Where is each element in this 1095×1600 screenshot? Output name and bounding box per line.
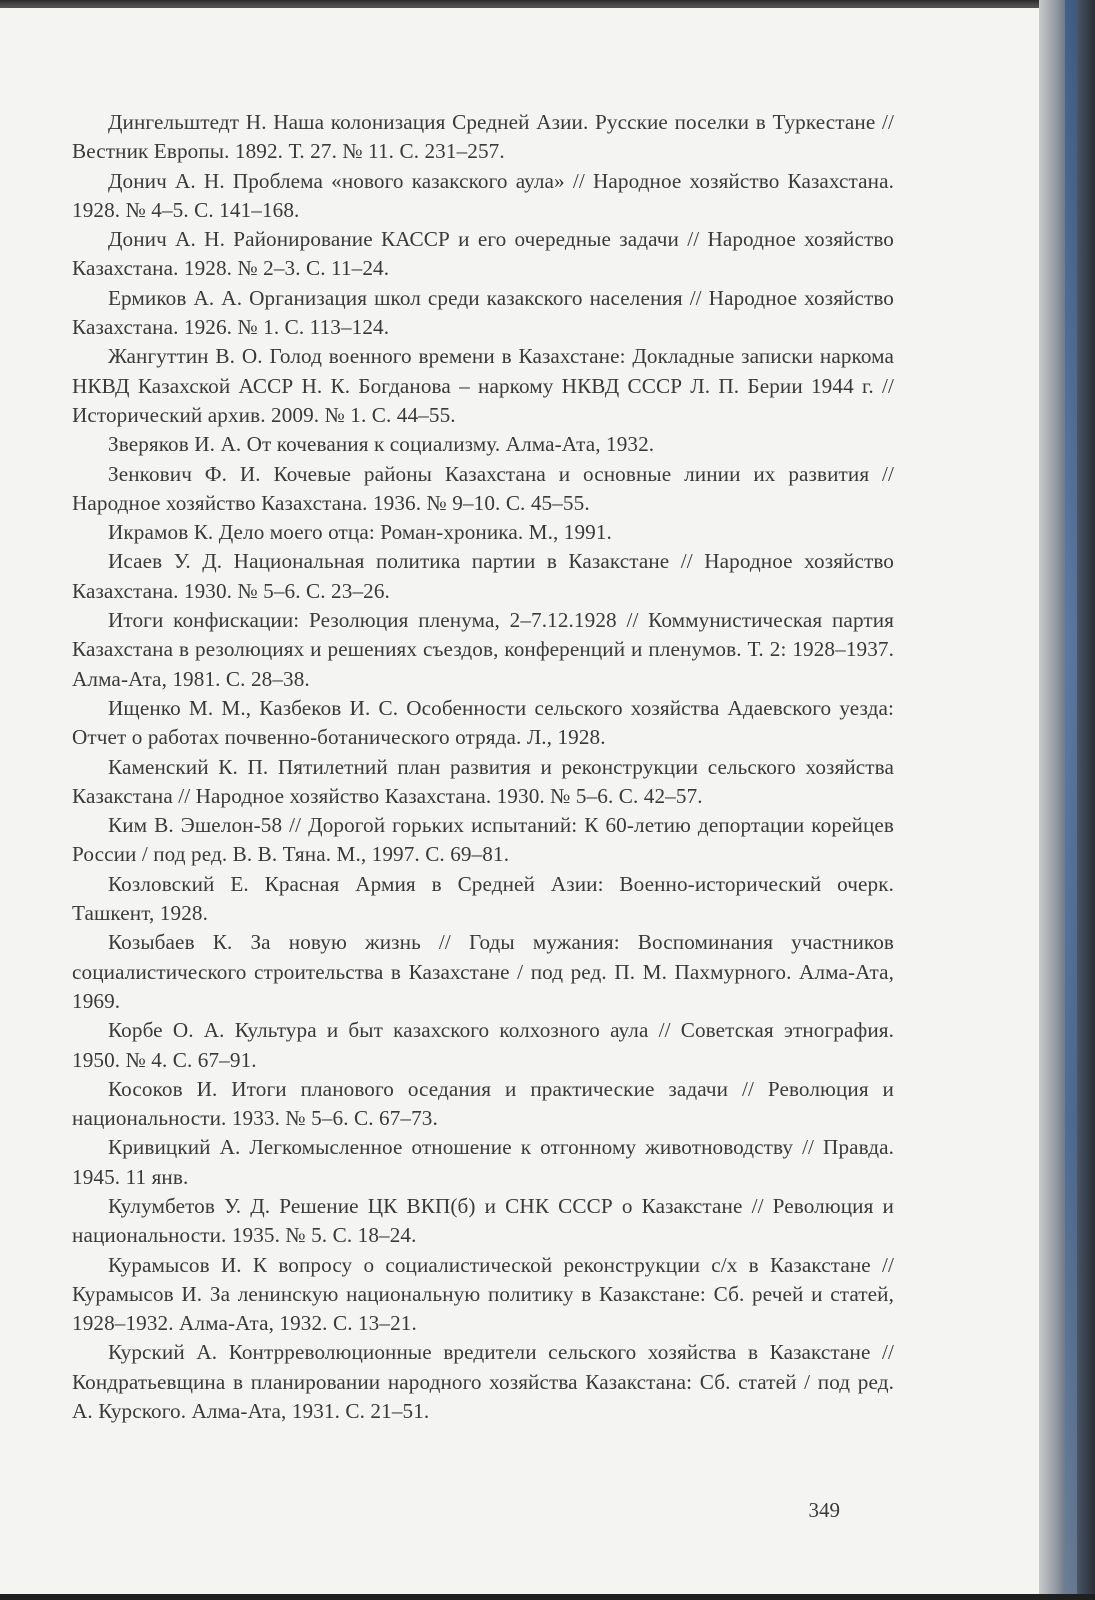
page-number: 349 bbox=[808, 1498, 840, 1522]
book-page bbox=[0, 8, 1040, 1594]
scan-bottom-edge bbox=[0, 1594, 1095, 1600]
bibliography-entry: Кривицкий А. Легкомысленное отношение к отгонному животноводству // Правда. 1945. 11 янв. bbox=[72, 1135, 894, 1189]
bibliography-entry: Донич А. Н. Районирование КАССР и его очередные задачи // Народное хозяйство Казахстана. 1928. № 2–3. С. 11–24. bbox=[72, 227, 894, 281]
bibliography-entry: Дингельштедт Н. Наша колонизация Средней Азии. Русские поселки в Туркестане // Вестник Европы. 1892. Т. 27. № 11. С. 231–257. bbox=[72, 110, 894, 164]
bibliography-entry: Курский А. Контрреволюционные вредители сельского хозяйства в Казакстане // Кондратьевщина в планировании народного хозяйства Казакстана: Сб. статей / под ред. А. Курского. Алма-Ата, 1931. С. 21–51. bbox=[72, 1340, 894, 1424]
bibliography-entry: Итоги конфискации: Резолюция пленума, 2–7.12.1928 // Коммунистическая партия Казахстана в резолюциях и решениях съездов, конференций и пленумов. Т. 2: 1928–1937. Алма-Ата, 1981. С. 28–38. bbox=[72, 608, 894, 691]
bibliography-entry: Зенкович Ф. И. Кочевые районы Казахстана и основные линии их развития // Народное хозяйство Казахстана. 1936. № 9–10. С. 45–55. bbox=[72, 461, 894, 515]
bibliography-entry: Ермиков А. А. Организация школ среди казакского населения // Народное хозяйство Казахстана. 1926. № 1. С. 113–124. bbox=[72, 285, 894, 340]
bibliography-entry: Икрамов К. Дело моего отца: Роман-хроника. М., 1991. bbox=[108, 520, 612, 545]
bibliography-entry: Козыбаев К. За новую жизнь // Годы мужания: Воспоминания участников социалистического строительства в Казахстане / под ред. П. М. Пахмурного. Алма-Ата, 1969. bbox=[72, 930, 894, 1013]
bibliography-list bbox=[72, 108, 894, 1426]
bibliography-entry: Курамысов И. К вопросу о социалистической реконструкции с/х в Казакстане // Курамысов И. За ленинскую национальную политику в Казакстане: Сб. речей и статей, 1928–1932. Алма-Ата, 1932. С. 13–21. bbox=[72, 1252, 894, 1336]
bibliography-entry: Жангуттин В. О. Голод военного времени в Казахстане: Докладные записки наркома НКВД Казахской АССР Н. К. Богданова – наркому НКВД СССР Л. П. Берии 1944 г. // Исторический архив. 2009. № 1. С. 44–55. bbox=[72, 344, 894, 427]
bibliography-entry: Ким В. Эшелон-58 // Дорогой горьких испытаний: К 60-летию депортации корейцев России / под ред. В. В. Тяна. М., 1997. С. 69–81. bbox=[72, 813, 894, 867]
bibliography-entry: Каменский К. П. Пятилетний план развития и реконструкции сельского хозяйства Казакстана // Народное хозяйство Казахстана. 1930. № 5–6. С. 42–57. bbox=[72, 754, 894, 808]
bibliography-entry: Козловский Е. Красная Армия в Средней Азии: Военно-исторический очерк. Ташкент, 1928. bbox=[72, 871, 894, 926]
bibliography-entry: Кулумбетов У. Д. Решение ЦК ВКП(б) и СНК СССР о Казакстане // Революция и национальности. 1935. № 5. С. 18–24. bbox=[72, 1193, 894, 1248]
bibliography-entry: Косоков И. Итоги планового оседания и практические задачи // Революция и национальности. 1933. № 5–6. С. 67–73. bbox=[72, 1076, 894, 1131]
bibliography-entry: Корбе О. А. Культура и быт казахского колхозного аула // Советская этнография. 1950. № 4. С. 67–91. bbox=[72, 1018, 894, 1072]
bibliography-entry: Зверяков И. А. От кочевания к социализму. Алма-Ата, 1932. bbox=[108, 432, 655, 457]
bibliography-entry: Ищенко М. М., Казбеков И. С. Особенности сельского хозяйства Адаевского уезда: Отчет о работах почвенно-ботанического отряда. Л., 1928. bbox=[72, 695, 894, 750]
bibliography-entry: Донич А. Н. Проблема «нового казакского аула» // Народное хозяйство Казахстана. 1928. № 4–5. С. 141–168. bbox=[72, 168, 894, 222]
bibliography-entry: Исаев У. Д. Национальная политика партии в Казакстане // Народное хозяйство Казахстана. 1930. № 5–6. С. 23–26. bbox=[72, 549, 894, 603]
book-spine-strip bbox=[1065, 0, 1077, 1600]
